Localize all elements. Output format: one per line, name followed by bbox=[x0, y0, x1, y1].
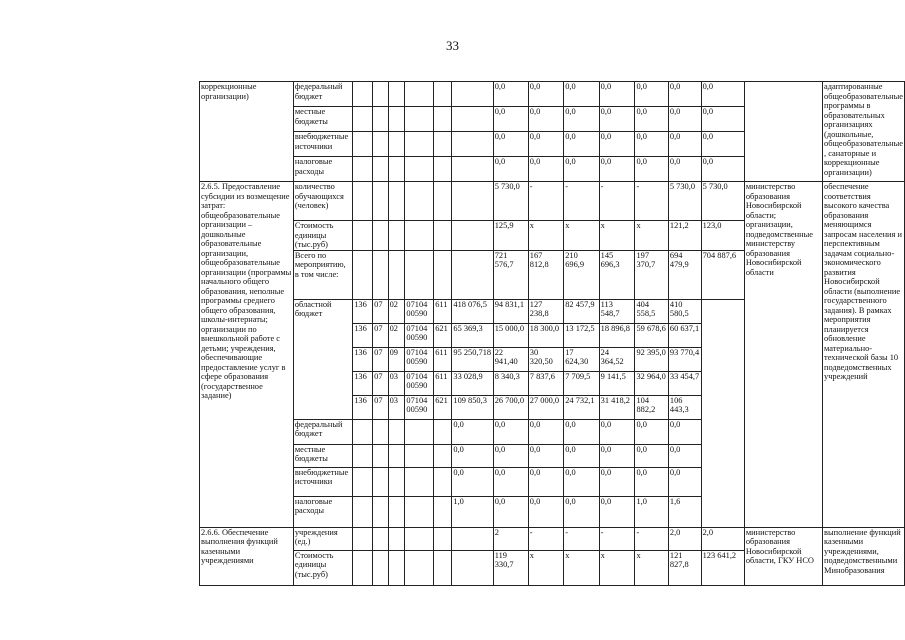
value-cell: - bbox=[564, 182, 599, 221]
value-cell: 0,0 bbox=[452, 419, 493, 444]
value-cell: 418 076,5 bbox=[452, 299, 493, 323]
value-cell: х bbox=[599, 550, 635, 585]
value-cell: 0,0 bbox=[668, 419, 701, 444]
funding-source-cell: налоговые расходы bbox=[293, 496, 352, 527]
indicator-label-cell: Стоимость единицы (тыс.руб) bbox=[293, 550, 352, 585]
value-cell: 127 238,8 bbox=[528, 299, 563, 323]
indicator-label-cell: Всего по мероприятию, в том числе: bbox=[293, 250, 352, 299]
value-cell: 82 457,9 bbox=[564, 299, 599, 323]
value-cell: 17 624,30 bbox=[564, 347, 599, 371]
value-cell: 721 576,7 bbox=[493, 250, 528, 299]
budget-code-cell bbox=[388, 467, 405, 496]
page-number: 33 bbox=[446, 38, 459, 53]
value-cell: 22 941,40 bbox=[493, 347, 528, 371]
table-row bbox=[200, 82, 905, 107]
value-cell: 0,0 bbox=[493, 82, 528, 107]
table-body bbox=[200, 82, 905, 586]
budget-code-cell bbox=[373, 157, 388, 182]
budget-code-cell bbox=[434, 496, 452, 527]
budget-code-cell bbox=[405, 527, 434, 550]
budget-code-cell bbox=[388, 550, 405, 585]
value-cell: - bbox=[635, 527, 668, 550]
value-cell: 27 000,0 bbox=[528, 395, 563, 419]
value-cell: 121,2 bbox=[668, 221, 701, 251]
budget-code-cell bbox=[388, 107, 405, 132]
budget-code-cell bbox=[434, 550, 452, 585]
budget-code-cell: 136 bbox=[353, 347, 373, 371]
budget-code-cell bbox=[434, 527, 452, 550]
value-cell: х bbox=[635, 221, 668, 251]
value-cell: 0,0 bbox=[564, 107, 599, 132]
value-cell: 0,0 bbox=[493, 157, 528, 182]
indicator-label-cell: учреждения (ед.) bbox=[293, 527, 352, 550]
budget-code-cell bbox=[405, 496, 434, 527]
value-cell: 0,0 bbox=[564, 132, 599, 157]
value-cell: 26 700,0 bbox=[493, 395, 528, 419]
value-cell: 1,6 bbox=[668, 496, 701, 527]
budget-code-cell bbox=[388, 444, 405, 467]
value-cell: 0,0 bbox=[493, 419, 528, 444]
value-cell: 31 418,2 bbox=[599, 395, 635, 419]
budget-code-cell: 07 bbox=[373, 323, 388, 347]
value-cell: 18 300,0 bbox=[528, 323, 563, 347]
budget-code-cell: 07104 00590 bbox=[405, 347, 434, 371]
value-cell: 65 369,3 bbox=[452, 323, 493, 347]
indicator-label-cell: количество обучающихся (человек) bbox=[293, 182, 352, 221]
value-cell: 0,0 bbox=[599, 444, 635, 467]
spacer-cell bbox=[452, 527, 493, 550]
budget-code-cell bbox=[434, 419, 452, 444]
value-cell: 123,0 bbox=[701, 221, 744, 251]
budget-code-cell bbox=[373, 496, 388, 527]
budget-code-cell bbox=[434, 444, 452, 467]
spacer-cell bbox=[452, 550, 493, 585]
value-cell: 2 bbox=[493, 527, 528, 550]
spacer-cell bbox=[452, 221, 493, 251]
value-cell: 5 730,0 bbox=[701, 182, 744, 221]
value-cell: - bbox=[635, 182, 668, 221]
value-cell: 7 709,5 bbox=[564, 371, 599, 395]
value-cell: 109 850,3 bbox=[452, 395, 493, 419]
value-cell: 32 964,0 bbox=[635, 371, 668, 395]
budget-code-cell bbox=[373, 132, 388, 157]
value-cell: 0,0 bbox=[493, 467, 528, 496]
value-cell: 0,0 bbox=[599, 157, 635, 182]
value-cell: 0,0 bbox=[599, 107, 635, 132]
value-cell: 15 000,0 bbox=[493, 323, 528, 347]
indicator-label-cell: Стоимость единицы (тыс.руб) bbox=[293, 221, 352, 251]
table-row bbox=[200, 182, 905, 221]
budget-code-cell bbox=[388, 182, 405, 221]
value-cell: 0,0 bbox=[668, 444, 701, 467]
value-cell: 33 454,7 bbox=[668, 371, 701, 395]
value-cell: х bbox=[528, 221, 563, 251]
budget-code-cell: 07104 00590 bbox=[405, 371, 434, 395]
value-cell: 33 028,9 bbox=[452, 371, 493, 395]
budget-code-cell: 136 bbox=[353, 323, 373, 347]
value-cell: 0,0 bbox=[668, 107, 701, 132]
value-cell: 7 837,6 bbox=[528, 371, 563, 395]
value-cell: - bbox=[528, 527, 563, 550]
budget-code-cell bbox=[373, 250, 388, 299]
budget-code-cell bbox=[373, 182, 388, 221]
value-cell: 210 696,9 bbox=[564, 250, 599, 299]
funding-source-cell: внебюджетные источники bbox=[293, 467, 352, 496]
funding-source-cell: федеральный бюджет bbox=[293, 419, 352, 444]
value-cell: 2,0 bbox=[701, 527, 744, 550]
budget-code-cell bbox=[353, 182, 373, 221]
value-cell: 0,0 bbox=[528, 82, 563, 107]
executor-cell: министерство образования Новосибирской области; организации, подведомственные министерству образования Новосибирской области bbox=[744, 182, 822, 528]
budget-code-cell bbox=[353, 250, 373, 299]
budget-code-cell bbox=[373, 550, 388, 585]
budget-code-cell bbox=[353, 132, 373, 157]
value-cell: 0,0 bbox=[493, 444, 528, 467]
value-cell: 0,0 bbox=[599, 496, 635, 527]
value-cell: 0,0 bbox=[528, 107, 563, 132]
budget-code-cell: 07 bbox=[373, 299, 388, 323]
table-row bbox=[200, 527, 905, 550]
budget-code-cell bbox=[373, 82, 388, 107]
spacer-cell bbox=[452, 132, 493, 157]
budget-code-cell bbox=[405, 419, 434, 444]
value-cell: - bbox=[599, 527, 635, 550]
budget-code-cell bbox=[405, 107, 434, 132]
value-cell: 1,0 bbox=[452, 496, 493, 527]
budget-code-cell bbox=[434, 107, 452, 132]
budget-code-cell bbox=[434, 221, 452, 251]
budget-code-cell: 07 bbox=[373, 395, 388, 419]
value-cell: 197 370,7 bbox=[635, 250, 668, 299]
value-cell: 119 330,7 bbox=[493, 550, 528, 585]
value-cell: 0,0 bbox=[668, 467, 701, 496]
value-cell: 93 770,4 bbox=[668, 347, 701, 371]
budget-code-cell bbox=[405, 550, 434, 585]
budget-code-cell bbox=[353, 467, 373, 496]
value-cell: 59 678,6 bbox=[635, 323, 668, 347]
funding-source-cell: налоговые расходы bbox=[293, 157, 352, 182]
result-cell: обеспечение соответствия высокого качества образования меняющимся запросам населения и перспективным задачам социально-экономического развития Новосибирской области (выполнение государственного задания). В рамках мероприятия планируется обновление материально-технической базы 10 подведомственных учреждений bbox=[823, 182, 905, 528]
value-cell: 0,0 bbox=[528, 132, 563, 157]
budget-code-cell: 136 bbox=[353, 395, 373, 419]
budget-code-cell bbox=[405, 157, 434, 182]
budget-code-cell: 136 bbox=[353, 299, 373, 323]
value-cell: 5 730,0 bbox=[493, 182, 528, 221]
value-cell: 1,0 bbox=[635, 496, 668, 527]
value-cell: 167 812,8 bbox=[528, 250, 563, 299]
spacer-cell bbox=[452, 82, 493, 107]
value-cell: 0,0 bbox=[635, 444, 668, 467]
executor-cell: министерство образования Новосибирской области, ГКУ НСО bbox=[744, 527, 822, 585]
value-cell: 8 340,3 bbox=[493, 371, 528, 395]
spacer-cell bbox=[452, 107, 493, 132]
value-cell: 0,0 bbox=[635, 157, 668, 182]
value-cell: 0,0 bbox=[452, 444, 493, 467]
value-cell: 9 141,5 bbox=[599, 371, 635, 395]
value-cell: 0,0 bbox=[668, 82, 701, 107]
funding-source-cell: федеральный бюджет bbox=[293, 82, 352, 107]
budget-code-cell: 09 bbox=[388, 347, 405, 371]
budget-code-cell bbox=[388, 221, 405, 251]
budget-code-cell bbox=[388, 250, 405, 299]
spacer-cell bbox=[452, 157, 493, 182]
value-cell: 0,0 bbox=[599, 467, 635, 496]
value-cell: 0,0 bbox=[528, 157, 563, 182]
value-cell: 0,0 bbox=[668, 132, 701, 157]
value-cell: 123 641,2 bbox=[701, 550, 744, 585]
activity-name-cell: 2.6.5. Предоставление субсидии из возмещение затрат: общеобразовательные организации – дошкольные образовательные организации, общеобразовательные организации (программы начального общего образования, неполные программы среднего общего образования, школы-интернаты; организации по внешкольной работе с детьми; учреждения, обеспечивающие предоставление услуг в сфере образования (государственное задание) bbox=[200, 182, 294, 528]
budget-code-cell bbox=[353, 107, 373, 132]
budget-code-cell bbox=[388, 82, 405, 107]
budget-code-cell: 611 bbox=[434, 347, 452, 371]
budget-code-cell: 621 bbox=[434, 395, 452, 419]
value-cell: 0,0 bbox=[564, 82, 599, 107]
value-cell: 5 730,0 bbox=[668, 182, 701, 221]
value-cell: х bbox=[528, 550, 563, 585]
executor-cell bbox=[744, 82, 822, 182]
value-cell: 0,0 bbox=[528, 419, 563, 444]
value-cell: 410 580,5 bbox=[668, 299, 701, 323]
budget-code-cell: 07 bbox=[373, 347, 388, 371]
value-cell: 30 320,50 bbox=[528, 347, 563, 371]
spacer-cell bbox=[452, 182, 493, 221]
budget-code-cell bbox=[434, 182, 452, 221]
result-cell: выполнение функций казенными учреждениями, подведомственными Минобразования bbox=[823, 527, 905, 585]
value-cell: 0,0 bbox=[701, 157, 744, 182]
value-cell: 0,0 bbox=[599, 132, 635, 157]
value-cell: 113 548,7 bbox=[599, 299, 635, 323]
value-cell: 92 395,0 bbox=[635, 347, 668, 371]
value-cell: 125,9 bbox=[493, 221, 528, 251]
budget-code-cell bbox=[353, 221, 373, 251]
budget-code-cell: 07104 00590 bbox=[405, 323, 434, 347]
budget-code-cell bbox=[405, 82, 434, 107]
funding-source-cell: внебюджетные источники bbox=[293, 132, 352, 157]
value-cell: х bbox=[635, 550, 668, 585]
value-cell: 0,0 bbox=[701, 82, 744, 107]
budget-code-cell: 611 bbox=[434, 299, 452, 323]
funding-source-cell: местные бюджеты bbox=[293, 107, 352, 132]
budget-code-cell bbox=[405, 444, 434, 467]
budget-code-cell: 621 bbox=[434, 323, 452, 347]
budget-code-cell bbox=[405, 250, 434, 299]
spacer-cell bbox=[452, 250, 493, 299]
budget-code-cell bbox=[353, 157, 373, 182]
funding-source-cell: областной бюджет bbox=[293, 299, 352, 419]
value-cell: 0,0 bbox=[493, 496, 528, 527]
budget-code-cell: 07104 00590 bbox=[405, 299, 434, 323]
value-cell: 2,0 bbox=[668, 527, 701, 550]
program-activities-table bbox=[199, 81, 905, 586]
value-cell: 145 696,3 bbox=[599, 250, 635, 299]
budget-code-cell: 136 bbox=[353, 371, 373, 395]
budget-code-cell bbox=[373, 221, 388, 251]
value-cell: 94 831,1 bbox=[493, 299, 528, 323]
budget-code-cell bbox=[353, 444, 373, 467]
value-cell: 121 827,8 bbox=[668, 550, 701, 585]
budget-code-cell bbox=[405, 221, 434, 251]
value-cell: 0,0 bbox=[528, 467, 563, 496]
value-cell: 24 732,1 bbox=[564, 395, 599, 419]
value-cell: 0,0 bbox=[528, 496, 563, 527]
budget-code-cell bbox=[373, 444, 388, 467]
value-cell: 0,0 bbox=[599, 82, 635, 107]
value-cell: 0,0 bbox=[564, 157, 599, 182]
value-cell: 0,0 bbox=[493, 132, 528, 157]
budget-code-cell bbox=[353, 496, 373, 527]
value-cell: 24 364,52 bbox=[599, 347, 635, 371]
value-cell: 0,0 bbox=[668, 157, 701, 182]
value-cell: 0,0 bbox=[452, 467, 493, 496]
value-cell: 0,0 bbox=[635, 82, 668, 107]
budget-code-cell bbox=[353, 82, 373, 107]
budget-code-cell bbox=[434, 467, 452, 496]
budget-code-cell bbox=[373, 107, 388, 132]
budget-code-cell: 02 bbox=[388, 299, 405, 323]
budget-code-cell bbox=[353, 419, 373, 444]
budget-code-cell: 07104 00590 bbox=[405, 395, 434, 419]
value-cell: 404 558,5 bbox=[635, 299, 668, 323]
budget-code-cell: 03 bbox=[388, 395, 405, 419]
budget-code-cell bbox=[353, 527, 373, 550]
activity-name-cell: коррекционные организации) bbox=[200, 82, 294, 182]
value-cell: - bbox=[599, 182, 635, 221]
value-cell: 0,0 bbox=[599, 419, 635, 444]
budget-code-cell bbox=[373, 467, 388, 496]
value-cell: 18 896,8 bbox=[599, 323, 635, 347]
budget-code-cell bbox=[388, 132, 405, 157]
result-cell: адаптированные общеобразовательные программы в образовательных организациях (дошкольные, общеобразовательные , санаторные и коррекционные организации) bbox=[823, 82, 905, 182]
budget-code-cell bbox=[434, 250, 452, 299]
activity-name-cell: 2.6.6. Обеспечение выполнения функций казенными учреждениями bbox=[200, 527, 294, 585]
value-cell: 0,0 bbox=[528, 444, 563, 467]
value-cell: 0,0 bbox=[635, 107, 668, 132]
value-cell: 0,0 bbox=[635, 132, 668, 157]
value-cell: 0,0 bbox=[564, 419, 599, 444]
value-cell: 95 250,718 bbox=[452, 347, 493, 371]
value-cell: 106 443,3 bbox=[668, 395, 701, 419]
budget-code-cell: 02 bbox=[388, 323, 405, 347]
budget-code-cell bbox=[373, 419, 388, 444]
value-cell: 704 887,6 bbox=[701, 250, 744, 299]
budget-code-cell bbox=[434, 82, 452, 107]
value-cell: 0,0 bbox=[635, 419, 668, 444]
value-cell: 0,0 bbox=[564, 467, 599, 496]
value-cell: х bbox=[564, 550, 599, 585]
value-cell: 0,0 bbox=[564, 444, 599, 467]
budget-code-cell: 03 bbox=[388, 371, 405, 395]
budget-code-cell bbox=[353, 550, 373, 585]
budget-code-cell bbox=[388, 157, 405, 182]
value-cell: х bbox=[564, 221, 599, 251]
funding-source-cell: местные бюджеты bbox=[293, 444, 352, 467]
value-cell: 0,0 bbox=[635, 467, 668, 496]
value-cell: 694 479,9 bbox=[668, 250, 701, 299]
budget-code-cell bbox=[434, 132, 452, 157]
value-cell: - bbox=[528, 182, 563, 221]
budget-code-cell bbox=[405, 467, 434, 496]
value-cell: 0,0 bbox=[564, 496, 599, 527]
value-cell: х bbox=[599, 221, 635, 251]
budget-code-cell: 611 bbox=[434, 371, 452, 395]
value-cell: 104 882,2 bbox=[635, 395, 668, 419]
value-cell: 60 637,1 bbox=[668, 323, 701, 347]
value-cell: 0,0 bbox=[701, 132, 744, 157]
budget-code-cell bbox=[373, 527, 388, 550]
value-cell: 0,0 bbox=[493, 107, 528, 132]
value-cell: - bbox=[564, 527, 599, 550]
value-cell: 0,0 bbox=[701, 107, 744, 132]
value-cell: 13 172,5 bbox=[564, 323, 599, 347]
budget-code-cell bbox=[388, 527, 405, 550]
budget-code-cell bbox=[434, 157, 452, 182]
budget-code-cell bbox=[405, 132, 434, 157]
budget-code-cell bbox=[388, 419, 405, 444]
budget-code-cell bbox=[388, 496, 405, 527]
budget-code-cell: 07 bbox=[373, 371, 388, 395]
budget-code-cell bbox=[405, 182, 434, 221]
